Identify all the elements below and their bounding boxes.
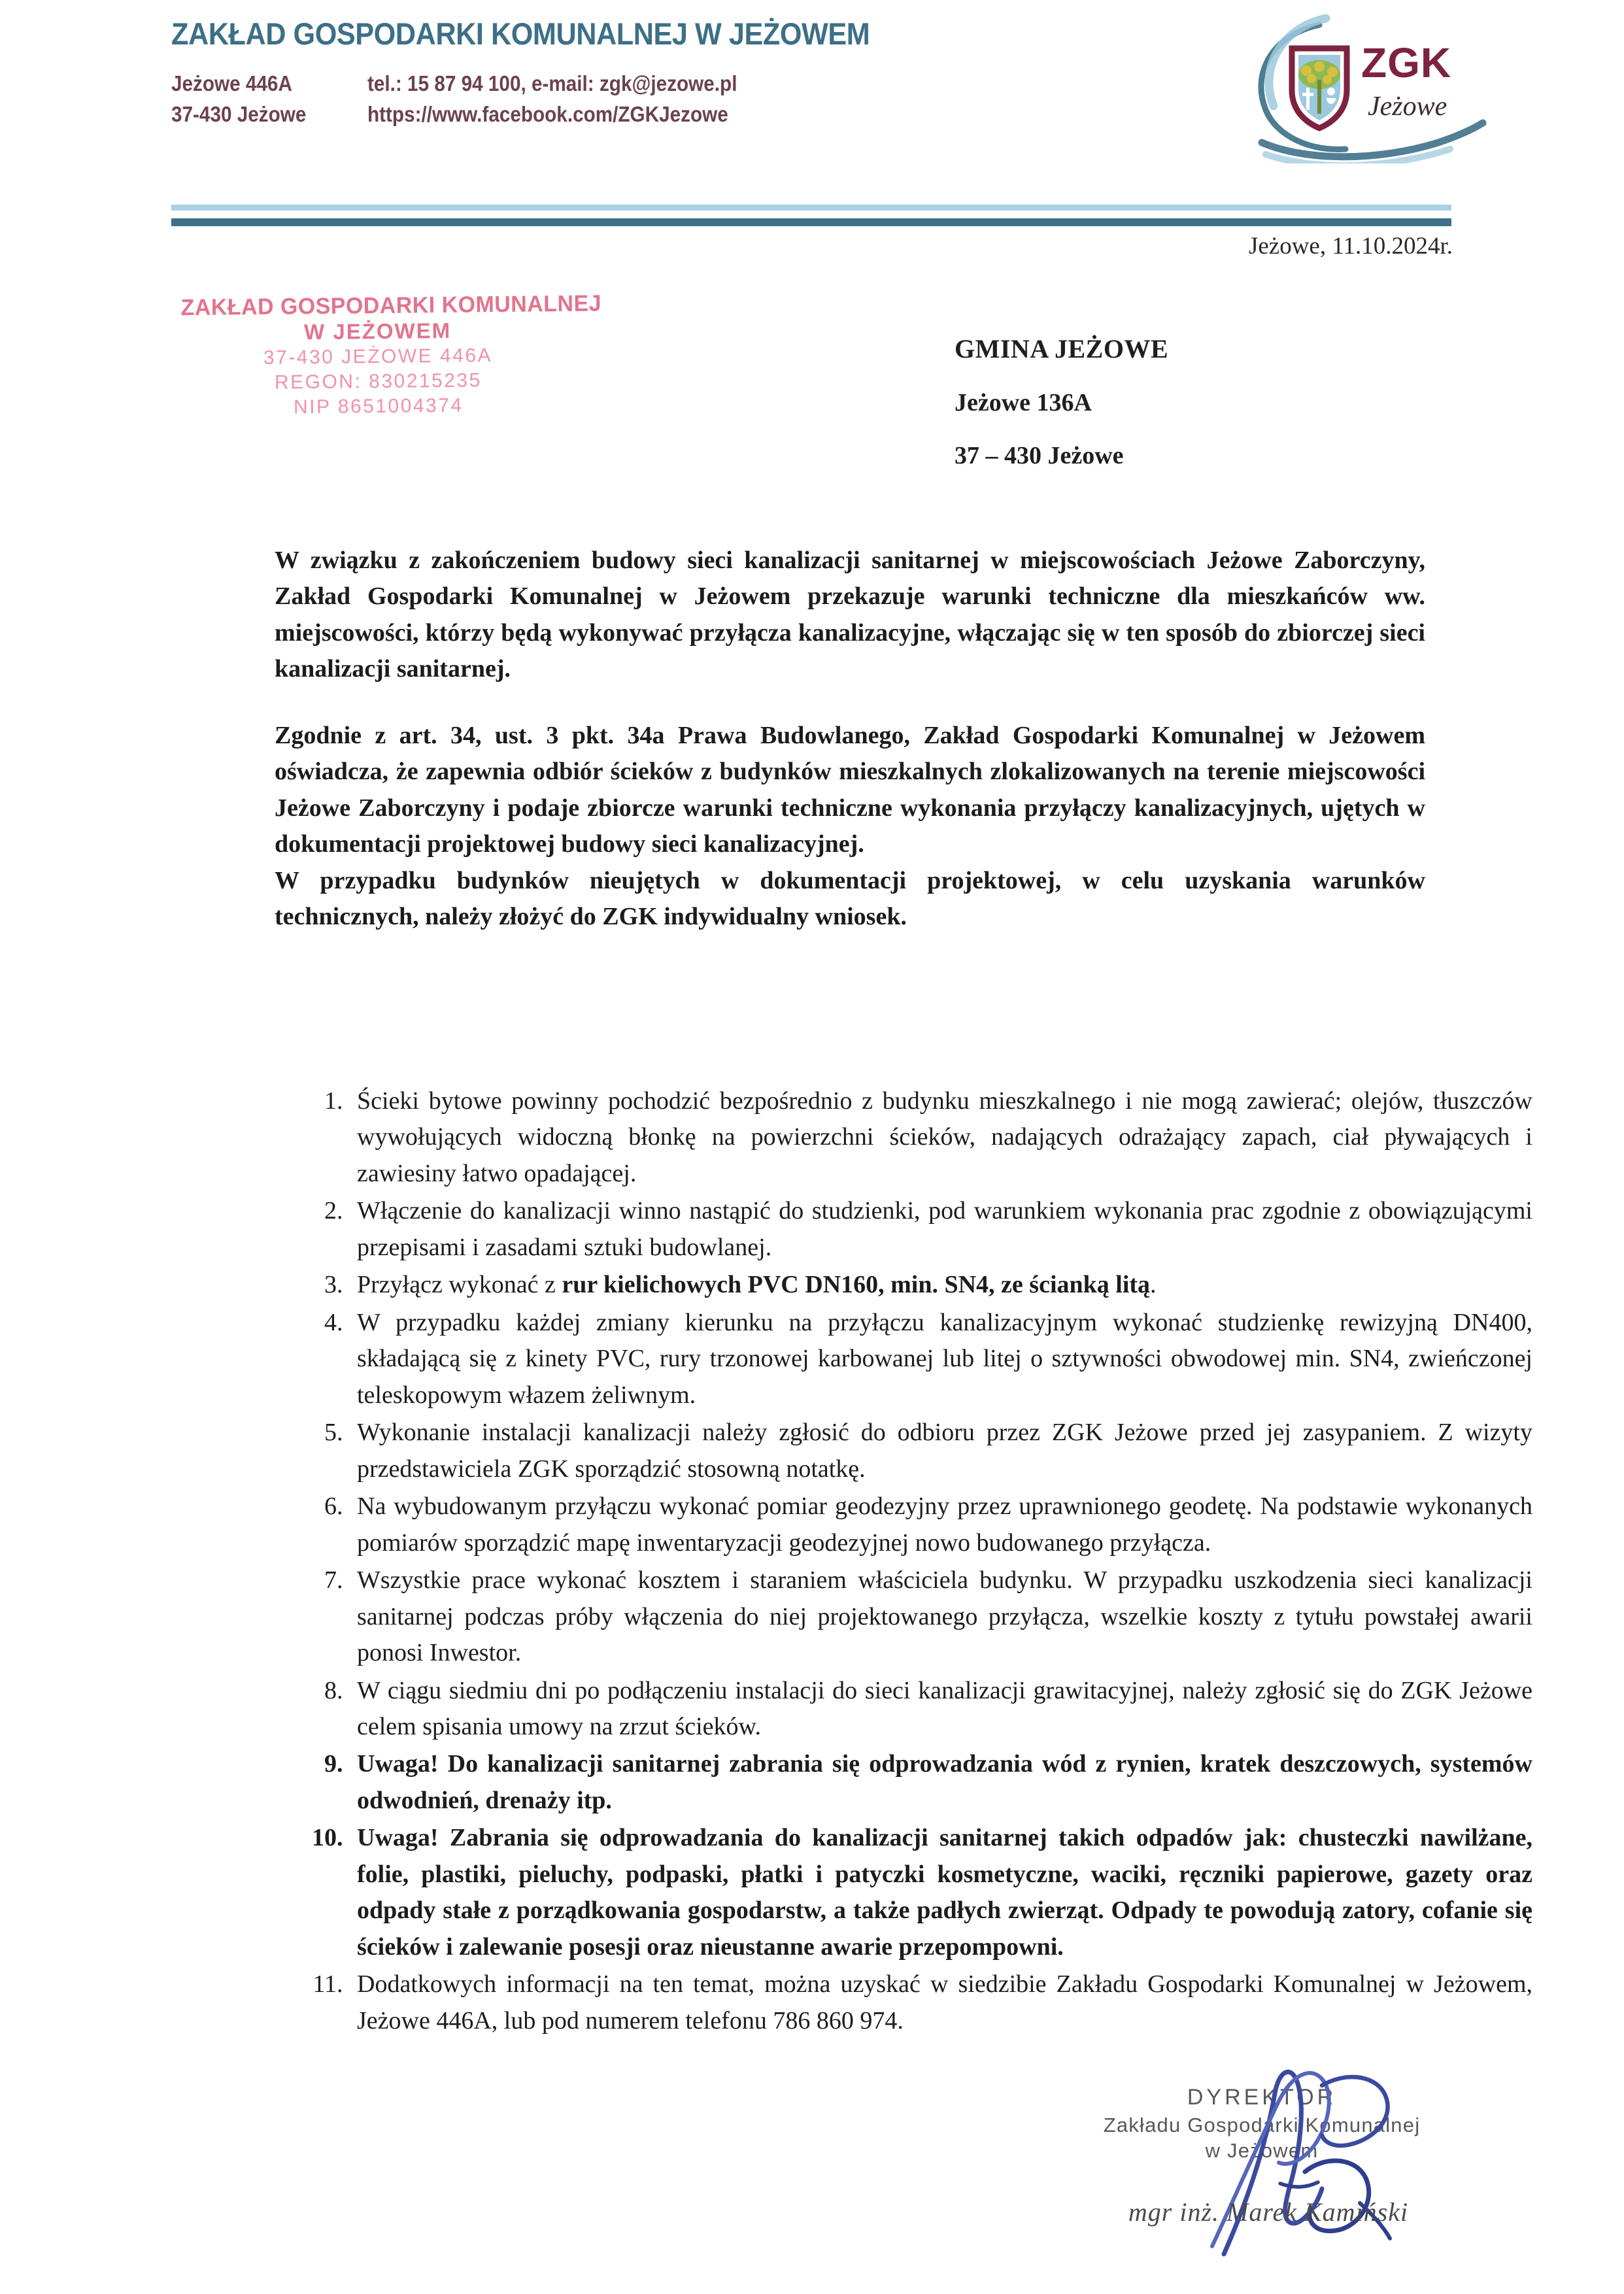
letter-body bbox=[275, 543, 1425, 936]
office-stamp-nip: NIP 8651004374 bbox=[293, 394, 464, 418]
condition-text: Uwaga! Zabrania się odprowadzania do kanalizacji sanitarnej takich odpadów jak: chusteczki nawilżane, folie, plastiki, pieluchy, podpaski, płatki i patyczki kosmetyczne, waciki, ręczniki papierowe, gazety oraz odpady stałe z porządkowania gospodarstw, a także padłych zwierząt. Odpady te powodują zatory, cofanie się ścieków i zalewanie posesji oraz nieustanne awarie przepompowni. bbox=[357, 1824, 1532, 1961]
director-place: w Jeżowem bbox=[1205, 2139, 1319, 2163]
signature-block bbox=[1059, 2084, 1464, 2280]
header-divider-dark bbox=[171, 218, 1451, 226]
condition-text-tail: . bbox=[1150, 1271, 1157, 1299]
intro-paragraph-2: Zgodnie z art. 34, ust. 3 pkt. 34a Prawa Budowlanego, Zakład Gospodarki Komunalnej w Jeżowem oświadcza, że zapewnia odbiór ścieków z budynków mieszkalnych zlokalizowanych na terenie miejscowości Jeżowe Zaborczyny i podaje zbiorcze warunki techniczne wykonania przyłączy kanalizacyjnych, ujętych w dokumentacji projektowej budowy sieci kanalizacyjnej. bbox=[275, 721, 1425, 858]
technical-condition-item bbox=[349, 1820, 1532, 1965]
letterhead-address-line-2: 37-430 Jeżowe bbox=[171, 101, 307, 126]
condition-text: W ciągu siedmiu dni po podłączeniu instalacji do sieci kanalizacji grawitacyjnej, należy zgłosić się do ZGK Jeżowe celem spisania umowy na zrzut ścieków. bbox=[357, 1676, 1532, 1740]
zgk-logo bbox=[1242, 14, 1491, 163]
director-stamp bbox=[1059, 2084, 1464, 2164]
technical-condition-item bbox=[349, 1415, 1532, 1487]
technical-condition-item bbox=[349, 1267, 1532, 1303]
office-stamp-line-2: W JEŻOWEM bbox=[303, 318, 452, 345]
condition-text: Włączenie do kanalizacji winno nastąpić do studzienki, pod warunkiem wykonania prac zgodnie z obowiązującymi przepisami i zasadami sztuki budowlanej. bbox=[357, 1197, 1532, 1261]
office-stamp-regon: REGON: 830215235 bbox=[274, 369, 482, 394]
condition-text: W przypadku każdej zmiany kierunku na przyłączu kanalizacyjnym wykonać studzienkę rewizyjną DN400, składającą się z kinety PVC, rury trzonowej karbowanej lub litej o sztywności obwodowej min. SN4, zwieńczonej teleskopowym włazem żeliwnym. bbox=[357, 1308, 1532, 1409]
condition-emphasis: rur kielichowych PVC DN160, min. SN4, ze ścianką litą bbox=[562, 1271, 1151, 1299]
addressee-postcode: 37 – 430 Jeżowe bbox=[955, 442, 1124, 469]
condition-text: Wykonanie instalacji kanalizacji należy zgłosić do odbioru przez ZGK Jeżowe przed jej zasypaniem. Z wizyty przedstawiciela ZGK sporządzić stosowną notatkę. bbox=[357, 1419, 1532, 1483]
director-role: DYREKTOR bbox=[1187, 2085, 1337, 2110]
condition-text: Na wybudowanym przyłączu wykonać pomiar geodezyjny przez uprawnionego geodetę. Na podstawie wykonanych pomiarów sporządzić mapę inwentaryzacji geodezyjnej nowo budowanego przyłącza. bbox=[357, 1493, 1532, 1557]
technical-condition-item bbox=[349, 1966, 1532, 2039]
addressee-street: Jeżowe 136A bbox=[955, 389, 1092, 416]
condition-text: Wszystkie prace wykonać kosztem i staraniem właściciela budynku. W przypadku uszkodzenia sieci kanalizacji sanitarnej podczas próby włączenia do niej projektowanego przyłącza, wszelkie koszty z tytułu powstałej awarii ponosi Inwestor. bbox=[357, 1566, 1532, 1667]
technical-condition-item bbox=[349, 1746, 1532, 1819]
intro-paragraph-1: W związku z zakończeniem budowy sieci kanalizacji sanitarnej w miejscowościach Jeżowe Zaborczyny, Zakład Gospodarki Komunalnej w Jeżowem przekazuje warunki techniczne dla mieszkańców ww. miejscowości, którzy będą wykonywać przyłącza kanalizacyjne, włączając się w ten sposób do zbiorczej sieci kanalizacji sanitarnej. bbox=[275, 547, 1425, 683]
letterhead-address-column bbox=[171, 69, 367, 130]
letterhead-address-line-1: Jeżowe 446A bbox=[171, 71, 292, 95]
organization-title: ZAKŁAD GOSPODARKI KOMUNALNEJ W JEŻOWEM bbox=[171, 16, 870, 51]
technical-condition-item bbox=[349, 1673, 1532, 1746]
letterhead-phone-email: tel.: 15 87 94 100, e-mail: zgk@jezowe.pl bbox=[367, 71, 737, 95]
condition-text: Uwaga! Do kanalizacji sanitarnej zabrania się odprowadzania wód z rynien, kratek deszczowych, systemów odwodnień, drenaży itp. bbox=[357, 1750, 1532, 1814]
technical-condition-item bbox=[349, 1193, 1532, 1266]
technical-condition-item bbox=[349, 1305, 1532, 1413]
addressee-name: GMINA JEŻOWE bbox=[955, 334, 1169, 363]
director-organization: Zakładu Gospodarki Komunalnej bbox=[1103, 2113, 1421, 2136]
addressee-block bbox=[955, 333, 1451, 470]
office-stamp-line-3: 37-430 JEŻOWE 446A bbox=[263, 345, 493, 369]
office-stamp-line-1: ZAKŁAD GOSPODARKI KOMUNALNEJ bbox=[180, 290, 602, 321]
letterhead-facebook-url[interactable]: https://www.facebook.com/ZGKJezowe bbox=[367, 101, 728, 126]
intro-paragraph-3: W przypadku budynków nieujętych w dokumentacji projektowej, w celu uzyskania warunków technicznych, należy złożyć do ZGK indywidualny wniosek. bbox=[275, 866, 1425, 931]
director-name: mgr inż. Marek Kamiński bbox=[1128, 2197, 1409, 2227]
technical-condition-item bbox=[349, 1489, 1532, 1561]
condition-text: Ścieki bytowe powinny pochodzić bezpośrednio z budynku mieszkalnego i nie mogą zawierać; olejów, tłuszczów wywołujących widoczną błonkę na powierzchni ścieków, nadających odrażający zapach, ciał pływających i zawiesiny łatwo opadającej. bbox=[357, 1087, 1532, 1187]
svg-text:Jeżowe: Jeżowe bbox=[1368, 92, 1447, 122]
technical-condition-item bbox=[349, 1083, 1532, 1192]
condition-text: Przyłącz wykonać z bbox=[357, 1271, 562, 1299]
condition-text: Dodatkowych informacji na ten temat, można uzyskać w siedzibie Zakładu Gospodarki Komunalnej w Jeżowem, Jeżowe 446A, lub pod numerem telefonu 786 860 974. bbox=[357, 1970, 1532, 2034]
office-stamp bbox=[175, 290, 602, 421]
svg-text:ZGK: ZGK bbox=[1361, 39, 1452, 86]
technical-condition-item bbox=[349, 1562, 1532, 1671]
technical-conditions-list bbox=[280, 1083, 1532, 2040]
header-divider-light bbox=[171, 205, 1451, 211]
document-date: Jeżowe, 11.10.2024r. bbox=[1248, 233, 1453, 260]
